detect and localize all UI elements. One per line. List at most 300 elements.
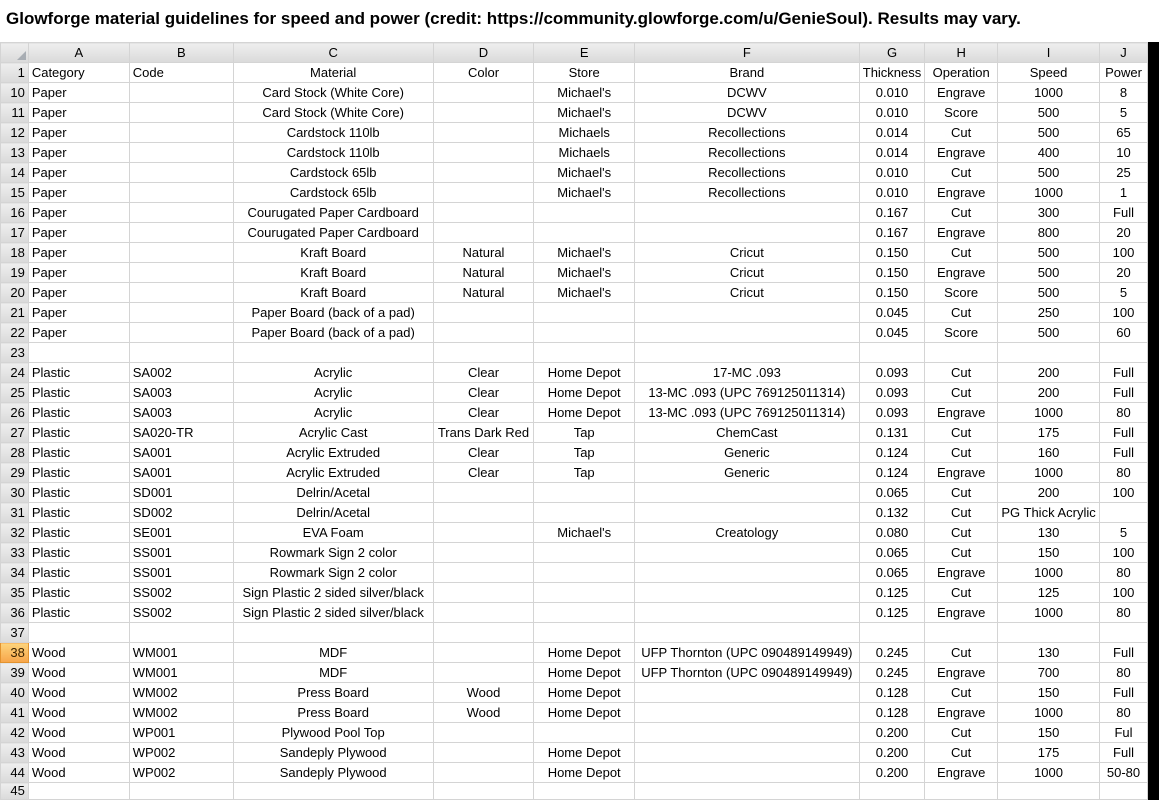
cell-d43[interactable]	[433, 743, 534, 763]
cell-a36[interactable]: Plastic	[28, 603, 129, 623]
cell-g14[interactable]: 0.010	[859, 163, 925, 183]
cell-e19[interactable]: Michael's	[534, 263, 634, 283]
cell-e18[interactable]: Michael's	[534, 243, 634, 263]
cell-f25[interactable]: 13-MC .093 (UPC 769125011314)	[634, 383, 859, 403]
cell-c40[interactable]: Press Board	[233, 683, 433, 703]
cell-f17[interactable]	[634, 223, 859, 243]
cell-f23[interactable]	[634, 343, 859, 363]
cell-c13[interactable]: Cardstock 110lb	[233, 143, 433, 163]
cell-i43[interactable]: 175	[998, 743, 1100, 763]
cell-c10[interactable]: Card Stock (White Core)	[233, 83, 433, 103]
cell-j25[interactable]: Full	[1100, 383, 1148, 403]
cell-c42[interactable]: Plywood Pool Top	[233, 723, 433, 743]
cell-j41[interactable]: 80	[1100, 703, 1148, 723]
cell-e40[interactable]: Home Depot	[534, 683, 634, 703]
cell-d23[interactable]	[433, 343, 534, 363]
cell-j16[interactable]: Full	[1100, 203, 1148, 223]
cell-j10[interactable]: 8	[1100, 83, 1148, 103]
cell-h42[interactable]: Cut	[925, 723, 998, 743]
cell-d18[interactable]: Natural	[433, 243, 534, 263]
cell-f24[interactable]: 17-MC .093	[634, 363, 859, 383]
cell-d39[interactable]	[433, 663, 534, 683]
cell-a39[interactable]: Wood	[28, 663, 129, 683]
cell-j26[interactable]: 80	[1100, 403, 1148, 423]
cell-d29[interactable]: Clear	[433, 463, 534, 483]
cell-j45[interactable]	[1100, 783, 1148, 800]
cell-b33[interactable]: SS001	[129, 543, 233, 563]
cell-e32[interactable]: Michael's	[534, 523, 634, 543]
cell-h41[interactable]: Engrave	[925, 703, 998, 723]
cell-f45[interactable]	[634, 783, 859, 800]
cell-d19[interactable]: Natural	[433, 263, 534, 283]
cell-h21[interactable]: Cut	[925, 303, 998, 323]
cell-j19[interactable]: 20	[1100, 263, 1148, 283]
cell-i42[interactable]: 150	[998, 723, 1100, 743]
cell-b17[interactable]	[129, 223, 233, 243]
cell-j42[interactable]: Ful	[1100, 723, 1148, 743]
cell-e1[interactable]: Store	[534, 63, 634, 83]
cell-d17[interactable]	[433, 223, 534, 243]
cell-d33[interactable]	[433, 543, 534, 563]
cell-a15[interactable]: Paper	[28, 183, 129, 203]
cell-j35[interactable]: 100	[1100, 583, 1148, 603]
cell-b1[interactable]: Code	[129, 63, 233, 83]
cell-c11[interactable]: Card Stock (White Core)	[233, 103, 433, 123]
cell-a17[interactable]: Paper	[28, 223, 129, 243]
cell-e12[interactable]: Michaels	[534, 123, 634, 143]
cell-i45[interactable]	[998, 783, 1100, 800]
row-header-35[interactable]: 35	[1, 583, 29, 603]
cell-g21[interactable]: 0.045	[859, 303, 925, 323]
cell-c43[interactable]: Sandeply Plywood	[233, 743, 433, 763]
row-header-12[interactable]: 12	[1, 123, 29, 143]
cell-i27[interactable]: 175	[998, 423, 1100, 443]
cell-j30[interactable]: 100	[1100, 483, 1148, 503]
row-header-30[interactable]: 30	[1, 483, 29, 503]
column-header-g[interactable]: G	[859, 43, 925, 63]
cell-d12[interactable]	[433, 123, 534, 143]
cell-g31[interactable]: 0.132	[859, 503, 925, 523]
cell-a30[interactable]: Plastic	[28, 483, 129, 503]
cell-a11[interactable]: Paper	[28, 103, 129, 123]
cell-e25[interactable]: Home Depot	[534, 383, 634, 403]
cell-b26[interactable]: SA003	[129, 403, 233, 423]
cell-j40[interactable]: Full	[1100, 683, 1148, 703]
cell-j29[interactable]: 80	[1100, 463, 1148, 483]
cell-g39[interactable]: 0.245	[859, 663, 925, 683]
cell-i44[interactable]: 1000	[998, 763, 1100, 783]
cell-j32[interactable]: 5	[1100, 523, 1148, 543]
cell-h36[interactable]: Engrave	[925, 603, 998, 623]
cell-j21[interactable]: 100	[1100, 303, 1148, 323]
cell-b42[interactable]: WP001	[129, 723, 233, 743]
cell-a23[interactable]	[28, 343, 129, 363]
cell-f30[interactable]	[634, 483, 859, 503]
cell-e29[interactable]: Tap	[534, 463, 634, 483]
cell-a1[interactable]: Category	[28, 63, 129, 83]
cell-d21[interactable]	[433, 303, 534, 323]
cell-d1[interactable]: Color	[433, 63, 534, 83]
cell-j1[interactable]: Power	[1100, 63, 1148, 83]
cell-h32[interactable]: Cut	[925, 523, 998, 543]
cell-c29[interactable]: Acrylic Extruded	[233, 463, 433, 483]
cell-a12[interactable]: Paper	[28, 123, 129, 143]
cell-i10[interactable]: 1000	[998, 83, 1100, 103]
cell-c1[interactable]: Material	[233, 63, 433, 83]
cell-e38[interactable]: Home Depot	[534, 643, 634, 663]
cell-g17[interactable]: 0.167	[859, 223, 925, 243]
cell-g40[interactable]: 0.128	[859, 683, 925, 703]
cell-d13[interactable]	[433, 143, 534, 163]
cell-b43[interactable]: WP002	[129, 743, 233, 763]
cell-c27[interactable]: Acrylic Cast	[233, 423, 433, 443]
cell-h15[interactable]: Engrave	[925, 183, 998, 203]
cell-b20[interactable]	[129, 283, 233, 303]
cell-c44[interactable]: Sandeply Plywood	[233, 763, 433, 783]
cell-d14[interactable]	[433, 163, 534, 183]
cell-h38[interactable]: Cut	[925, 643, 998, 663]
cell-a34[interactable]: Plastic	[28, 563, 129, 583]
cell-b24[interactable]: SA002	[129, 363, 233, 383]
cell-d20[interactable]: Natural	[433, 283, 534, 303]
column-header-i[interactable]: I	[998, 43, 1100, 63]
cell-a41[interactable]: Wood	[28, 703, 129, 723]
cell-b40[interactable]: WM002	[129, 683, 233, 703]
cell-h20[interactable]: Score	[925, 283, 998, 303]
row-header-34[interactable]: 34	[1, 563, 29, 583]
cell-b12[interactable]	[129, 123, 233, 143]
column-header-j[interactable]: J	[1100, 43, 1148, 63]
cell-j24[interactable]: Full	[1100, 363, 1148, 383]
cell-a16[interactable]: Paper	[28, 203, 129, 223]
cell-b45[interactable]	[129, 783, 233, 800]
cell-b18[interactable]	[129, 243, 233, 263]
cell-c34[interactable]: Rowmark Sign 2 color	[233, 563, 433, 583]
cell-f16[interactable]	[634, 203, 859, 223]
cell-g34[interactable]: 0.065	[859, 563, 925, 583]
cell-h16[interactable]: Cut	[925, 203, 998, 223]
cell-h31[interactable]: Cut	[925, 503, 998, 523]
cell-j23[interactable]	[1100, 343, 1148, 363]
cell-i12[interactable]: 500	[998, 123, 1100, 143]
cell-a22[interactable]: Paper	[28, 323, 129, 343]
cell-h33[interactable]: Cut	[925, 543, 998, 563]
cell-e11[interactable]: Michael's	[534, 103, 634, 123]
cell-a19[interactable]: Paper	[28, 263, 129, 283]
cell-j36[interactable]: 80	[1100, 603, 1148, 623]
row-header-17[interactable]: 17	[1, 223, 29, 243]
cell-g20[interactable]: 0.150	[859, 283, 925, 303]
cell-c22[interactable]: Paper Board (back of a pad)	[233, 323, 433, 343]
cell-d41[interactable]: Wood	[433, 703, 534, 723]
cell-d40[interactable]: Wood	[433, 683, 534, 703]
cell-g25[interactable]: 0.093	[859, 383, 925, 403]
cell-d37[interactable]	[433, 623, 534, 643]
cell-d38[interactable]	[433, 643, 534, 663]
cell-c21[interactable]: Paper Board (back of a pad)	[233, 303, 433, 323]
cell-g13[interactable]: 0.014	[859, 143, 925, 163]
cell-e13[interactable]: Michaels	[534, 143, 634, 163]
cell-f10[interactable]: DCWV	[634, 83, 859, 103]
row-header-22[interactable]: 22	[1, 323, 29, 343]
cell-f38[interactable]: UFP Thornton (UPC 090489149949)	[634, 643, 859, 663]
cell-b39[interactable]: WM001	[129, 663, 233, 683]
cell-a14[interactable]: Paper	[28, 163, 129, 183]
cell-d42[interactable]	[433, 723, 534, 743]
cell-f37[interactable]	[634, 623, 859, 643]
cell-i19[interactable]: 500	[998, 263, 1100, 283]
cell-h45[interactable]	[925, 783, 998, 800]
row-header-21[interactable]: 21	[1, 303, 29, 323]
row-header-16[interactable]: 16	[1, 203, 29, 223]
cell-g11[interactable]: 0.010	[859, 103, 925, 123]
cell-b13[interactable]	[129, 143, 233, 163]
cell-c26[interactable]: Acrylic	[233, 403, 433, 423]
row-header-36[interactable]: 36	[1, 603, 29, 623]
cell-c30[interactable]: Delrin/Acetal	[233, 483, 433, 503]
cell-i18[interactable]: 500	[998, 243, 1100, 263]
cell-a24[interactable]: Plastic	[28, 363, 129, 383]
cell-j44[interactable]: 50-80	[1100, 763, 1148, 783]
cell-h28[interactable]: Cut	[925, 443, 998, 463]
cell-h11[interactable]: Score	[925, 103, 998, 123]
row-header-28[interactable]: 28	[1, 443, 29, 463]
row-header-42[interactable]: 42	[1, 723, 29, 743]
cell-i39[interactable]: 700	[998, 663, 1100, 683]
cell-f36[interactable]	[634, 603, 859, 623]
cell-c14[interactable]: Cardstock 65lb	[233, 163, 433, 183]
cell-i28[interactable]: 160	[998, 443, 1100, 463]
cell-a38[interactable]: Wood	[28, 643, 129, 663]
cell-b38[interactable]: WM001	[129, 643, 233, 663]
cell-g30[interactable]: 0.065	[859, 483, 925, 503]
cell-b44[interactable]: WP002	[129, 763, 233, 783]
cell-c37[interactable]	[233, 623, 433, 643]
cell-f26[interactable]: 13-MC .093 (UPC 769125011314)	[634, 403, 859, 423]
column-header-b[interactable]: B	[129, 43, 233, 63]
cell-i26[interactable]: 1000	[998, 403, 1100, 423]
cell-f11[interactable]: DCWV	[634, 103, 859, 123]
cell-g44[interactable]: 0.200	[859, 763, 925, 783]
cell-e10[interactable]: Michael's	[534, 83, 634, 103]
cell-i14[interactable]: 500	[998, 163, 1100, 183]
cell-a20[interactable]: Paper	[28, 283, 129, 303]
cell-f39[interactable]: UFP Thornton (UPC 090489149949)	[634, 663, 859, 683]
cell-b23[interactable]	[129, 343, 233, 363]
cell-e30[interactable]	[534, 483, 634, 503]
cell-b27[interactable]: SA020-TR	[129, 423, 233, 443]
cell-f14[interactable]: Recollections	[634, 163, 859, 183]
cell-c38[interactable]: MDF	[233, 643, 433, 663]
row-header-11[interactable]: 11	[1, 103, 29, 123]
row-header-26[interactable]: 26	[1, 403, 29, 423]
cell-h30[interactable]: Cut	[925, 483, 998, 503]
cell-b16[interactable]	[129, 203, 233, 223]
cell-e37[interactable]	[534, 623, 634, 643]
cell-f15[interactable]: Recollections	[634, 183, 859, 203]
row-header-18[interactable]: 18	[1, 243, 29, 263]
cell-g45[interactable]	[859, 783, 925, 800]
cell-f32[interactable]: Creatology	[634, 523, 859, 543]
cell-e17[interactable]	[534, 223, 634, 243]
cell-j13[interactable]: 10	[1100, 143, 1148, 163]
row-header-23[interactable]: 23	[1, 343, 29, 363]
cell-j33[interactable]: 100	[1100, 543, 1148, 563]
cell-f40[interactable]	[634, 683, 859, 703]
cell-a32[interactable]: Plastic	[28, 523, 129, 543]
cell-b37[interactable]	[129, 623, 233, 643]
cell-e36[interactable]	[534, 603, 634, 623]
cell-a44[interactable]: Wood	[28, 763, 129, 783]
cell-i16[interactable]: 300	[998, 203, 1100, 223]
cell-i40[interactable]: 150	[998, 683, 1100, 703]
cell-i41[interactable]: 1000	[998, 703, 1100, 723]
cell-a29[interactable]: Plastic	[28, 463, 129, 483]
cell-c18[interactable]: Kraft Board	[233, 243, 433, 263]
cell-g1[interactable]: Thickness	[859, 63, 925, 83]
cell-i38[interactable]: 130	[998, 643, 1100, 663]
cell-h35[interactable]: Cut	[925, 583, 998, 603]
row-header-14[interactable]: 14	[1, 163, 29, 183]
cell-a18[interactable]: Paper	[28, 243, 129, 263]
cell-b29[interactable]: SA001	[129, 463, 233, 483]
cell-c28[interactable]: Acrylic Extruded	[233, 443, 433, 463]
cell-i11[interactable]: 500	[998, 103, 1100, 123]
cell-i35[interactable]: 125	[998, 583, 1100, 603]
cell-d11[interactable]	[433, 103, 534, 123]
cell-a37[interactable]	[28, 623, 129, 643]
row-header-29[interactable]: 29	[1, 463, 29, 483]
cell-h39[interactable]: Engrave	[925, 663, 998, 683]
cell-e41[interactable]: Home Depot	[534, 703, 634, 723]
cell-j14[interactable]: 25	[1100, 163, 1148, 183]
cell-f31[interactable]	[634, 503, 859, 523]
cell-i34[interactable]: 1000	[998, 563, 1100, 583]
cell-i31[interactable]: PG Thick Acrylic	[998, 503, 1100, 523]
cell-d45[interactable]	[433, 783, 534, 800]
cell-c15[interactable]: Cardstock 65lb	[233, 183, 433, 203]
cell-d16[interactable]	[433, 203, 534, 223]
row-header-1[interactable]: 1	[1, 63, 29, 83]
cell-b32[interactable]: SE001	[129, 523, 233, 543]
row-header-40[interactable]: 40	[1, 683, 29, 703]
cell-a26[interactable]: Plastic	[28, 403, 129, 423]
cell-e33[interactable]	[534, 543, 634, 563]
cell-h29[interactable]: Engrave	[925, 463, 998, 483]
column-header-h[interactable]: H	[925, 43, 998, 63]
cell-g19[interactable]: 0.150	[859, 263, 925, 283]
cell-a31[interactable]: Plastic	[28, 503, 129, 523]
cell-i32[interactable]: 130	[998, 523, 1100, 543]
row-header-43[interactable]: 43	[1, 743, 29, 763]
cell-h44[interactable]: Engrave	[925, 763, 998, 783]
cell-f21[interactable]	[634, 303, 859, 323]
row-header-19[interactable]: 19	[1, 263, 29, 283]
cell-c36[interactable]: Sign Plastic 2 sided silver/black	[233, 603, 433, 623]
cell-h10[interactable]: Engrave	[925, 83, 998, 103]
cell-g18[interactable]: 0.150	[859, 243, 925, 263]
cell-f41[interactable]	[634, 703, 859, 723]
cell-h27[interactable]: Cut	[925, 423, 998, 443]
cell-a13[interactable]: Paper	[28, 143, 129, 163]
cell-f34[interactable]	[634, 563, 859, 583]
column-header-e[interactable]: E	[534, 43, 634, 63]
cell-j38[interactable]: Full	[1100, 643, 1148, 663]
cell-d27[interactable]: Trans Dark Red	[433, 423, 534, 443]
cell-b30[interactable]: SD001	[129, 483, 233, 503]
cell-a10[interactable]: Paper	[28, 83, 129, 103]
cell-j28[interactable]: Full	[1100, 443, 1148, 463]
cell-c16[interactable]: Courugated Paper Cardboard	[233, 203, 433, 223]
cell-e23[interactable]	[534, 343, 634, 363]
cell-i15[interactable]: 1000	[998, 183, 1100, 203]
cell-b34[interactable]: SS001	[129, 563, 233, 583]
cell-f13[interactable]: Recollections	[634, 143, 859, 163]
cell-d24[interactable]: Clear	[433, 363, 534, 383]
cell-a27[interactable]: Plastic	[28, 423, 129, 443]
column-header-f[interactable]: F	[634, 43, 859, 63]
cell-b11[interactable]	[129, 103, 233, 123]
cell-b22[interactable]	[129, 323, 233, 343]
cell-h43[interactable]: Cut	[925, 743, 998, 763]
cell-d35[interactable]	[433, 583, 534, 603]
cell-a40[interactable]: Wood	[28, 683, 129, 703]
cell-a43[interactable]: Wood	[28, 743, 129, 763]
row-header-38[interactable]: 38	[1, 643, 29, 663]
row-header-31[interactable]: 31	[1, 503, 29, 523]
cell-g23[interactable]	[859, 343, 925, 363]
cell-b41[interactable]: WM002	[129, 703, 233, 723]
cell-e27[interactable]: Tap	[534, 423, 634, 443]
cell-h19[interactable]: Engrave	[925, 263, 998, 283]
cell-g16[interactable]: 0.167	[859, 203, 925, 223]
row-header-10[interactable]: 10	[1, 83, 29, 103]
cell-b36[interactable]: SS002	[129, 603, 233, 623]
cell-f43[interactable]	[634, 743, 859, 763]
cell-b21[interactable]	[129, 303, 233, 323]
cell-g29[interactable]: 0.124	[859, 463, 925, 483]
cell-d30[interactable]	[433, 483, 534, 503]
row-header-45[interactable]: 45	[1, 783, 29, 800]
row-header-24[interactable]: 24	[1, 363, 29, 383]
cell-f33[interactable]	[634, 543, 859, 563]
cell-j43[interactable]: Full	[1100, 743, 1148, 763]
row-header-20[interactable]: 20	[1, 283, 29, 303]
cell-a35[interactable]: Plastic	[28, 583, 129, 603]
cell-d25[interactable]: Clear	[433, 383, 534, 403]
column-header-a[interactable]: A	[28, 43, 129, 63]
cell-a21[interactable]: Paper	[28, 303, 129, 323]
cell-f35[interactable]	[634, 583, 859, 603]
cell-g27[interactable]: 0.131	[859, 423, 925, 443]
row-header-15[interactable]: 15	[1, 183, 29, 203]
cell-h34[interactable]: Engrave	[925, 563, 998, 583]
cell-c20[interactable]: Kraft Board	[233, 283, 433, 303]
cell-h24[interactable]: Cut	[925, 363, 998, 383]
cell-b35[interactable]: SS002	[129, 583, 233, 603]
cell-c31[interactable]: Delrin/Acetal	[233, 503, 433, 523]
cell-g42[interactable]: 0.200	[859, 723, 925, 743]
cell-i17[interactable]: 800	[998, 223, 1100, 243]
cell-d32[interactable]	[433, 523, 534, 543]
cell-i29[interactable]: 1000	[998, 463, 1100, 483]
cell-f19[interactable]: Cricut	[634, 263, 859, 283]
cell-j11[interactable]: 5	[1100, 103, 1148, 123]
cell-j27[interactable]: Full	[1100, 423, 1148, 443]
cell-d10[interactable]	[433, 83, 534, 103]
cell-j18[interactable]: 100	[1100, 243, 1148, 263]
cell-d44[interactable]	[433, 763, 534, 783]
